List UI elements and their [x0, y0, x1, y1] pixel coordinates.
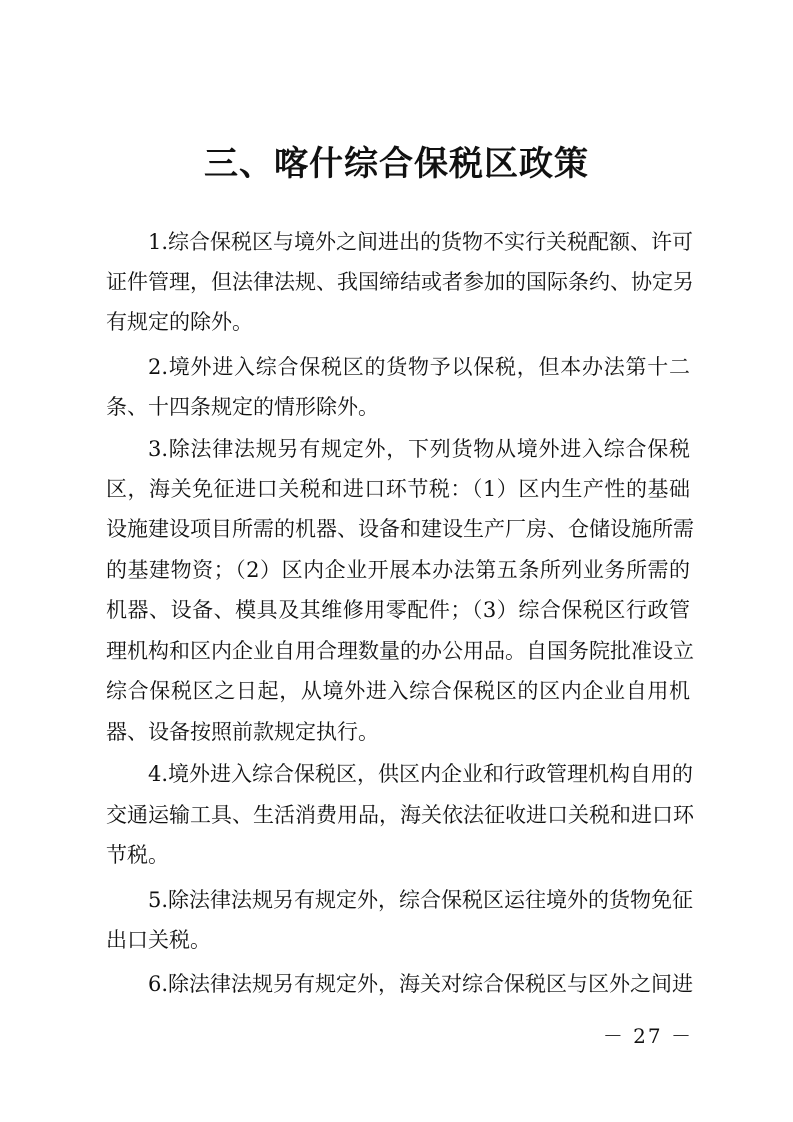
text-line: 1.综合保税区与境外之间进出的货物不实行关税配额、许可 [148, 230, 694, 254]
text-line: 出口关税。 [106, 928, 211, 952]
text-line: 有规定的除外。 [106, 310, 253, 334]
page-title: 三、喀什综合保税区政策 [204, 144, 589, 184]
text-line: 2.境外进入综合保税区的货物予以保税，但本办法第十二 [148, 355, 690, 379]
text-line: 5.除法律法规另有规定外，综合保税区运往境外的货物免征 [148, 888, 694, 912]
text-line: 4.境外进入综合保税区，供区内企业和行政管理机构自用的 [148, 762, 694, 786]
text-line: 机器、设备、模具及其维修用零配件；（3）综合保税区行政管 [106, 598, 690, 622]
text-line: 理机构和区内企业自用合理数量的办公用品。自国务院批准设立 [106, 639, 694, 663]
text-line: 3.除法律法规另有规定外，下列货物从境外进入综合保税 [148, 437, 690, 461]
text-line: 区，海关免征进口关税和进口环节税：（1）区内生产性的基础 [106, 477, 690, 501]
text-line: 设施建设项目所需的机器、设备和建设生产厂房、仓储设施所需 [106, 517, 694, 541]
text-line: 条、十四条规定的情形除外。 [106, 395, 379, 419]
text-line: 交通运输工具、生活消费用品，海关依法征收进口关税和进口环 [106, 803, 694, 827]
text-line: 的基建物资；（2）区内企业开展本办法第五条所列业务所需的 [106, 558, 690, 582]
text-line: 证件管理，但法律法规、我国缔结或者参加的国际条约、协定另 [106, 270, 694, 294]
page-number: － 27 － [602, 1024, 693, 1048]
text-line: 综合保税区之日起，从境外进入综合保税区的区内企业自用机 [106, 679, 690, 703]
text-line: 节税。 [106, 843, 169, 867]
text-line: 6.除法律法规另有规定外，海关对综合保税区与区外之间进 [148, 972, 694, 996]
text-line: 器、设备按照前款规定执行。 [106, 720, 379, 744]
